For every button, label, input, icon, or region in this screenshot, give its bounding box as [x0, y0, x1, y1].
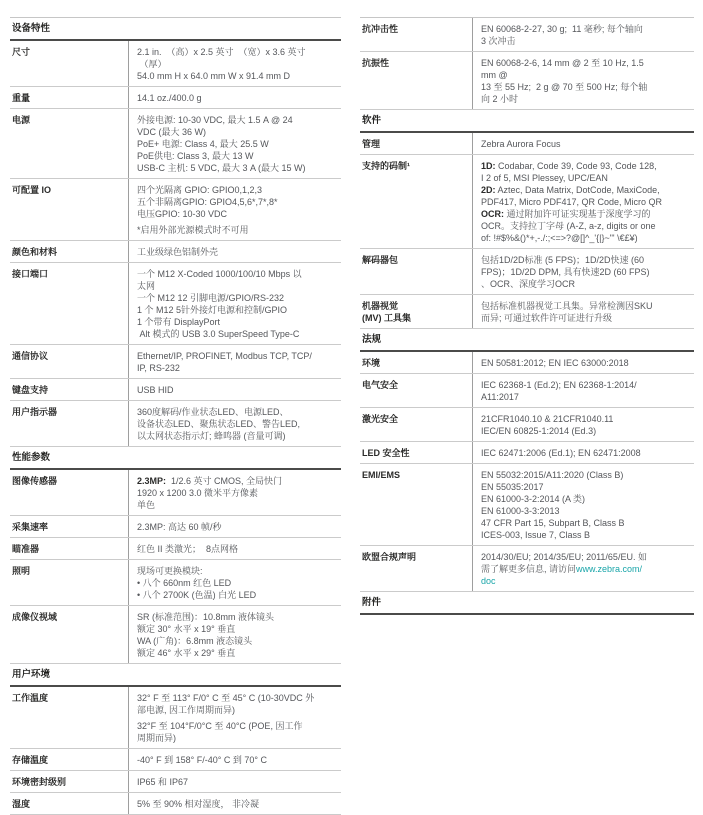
- spec-value: [128, 560, 341, 605]
- value-text-segment: PoE+ 电源: Class 4, 最大 25.5 W: [137, 139, 269, 149]
- value-text-segment: WA (广角)：6.8mm 液态镜头: [137, 636, 253, 646]
- spec-value-line: [137, 304, 339, 316]
- spec-value: [128, 606, 341, 663]
- spec-label: [10, 241, 128, 262]
- value-text-segment: FPS)；1D/2D DPM, 具有快速2D (60 FPS): [481, 267, 650, 277]
- spec-value-line: [137, 70, 339, 82]
- spec-label: [360, 352, 472, 373]
- spec-row: [360, 374, 694, 408]
- value-bold-segment: 1D:: [481, 161, 496, 171]
- spec-value: [128, 793, 341, 814]
- spec-label: [360, 464, 472, 545]
- spec-label-line: 湿度: [12, 799, 31, 809]
- value-text-segment: ICES-003, Issue 7, Class B: [481, 530, 591, 540]
- spec-value: [128, 687, 341, 748]
- spec-row: [10, 793, 341, 815]
- spec-label-line: 成像仪视域: [12, 612, 58, 622]
- value-text-segment: of: !#$%&()*+,-./:;<=>?@[]^_'{|}~"' \€£¥): [481, 233, 638, 243]
- value-text-segment: 1 个带有 DisplayPort: [137, 317, 221, 327]
- spec-value-line: [481, 172, 692, 184]
- value-text-segment: 一个 M12 X-Coded 1000/100/10 Mbps 以: [137, 269, 302, 279]
- value-text-segment: 包括1D/2D标准 (5 FPS)；1D/2D快速 (60: [481, 255, 645, 265]
- spec-value-line: [137, 280, 339, 292]
- value-text-segment: 以太网状态指示灯; 蜂鸣器 (音量可调): [137, 431, 286, 441]
- value-text-segment: 1920 x 1200 3.0 微米平方像素: [137, 488, 259, 498]
- spec-value-line: [481, 232, 692, 244]
- spec-value: [472, 249, 694, 294]
- spec-label-line: 存储温度: [12, 755, 49, 765]
- spec-value: [128, 263, 341, 344]
- spec-value-line: [137, 114, 339, 126]
- value-text-segment: USB-C 主机: 5 VDC, 最大 3 A (最大 15 W): [137, 163, 306, 173]
- spec-label: [360, 18, 472, 51]
- spec-value-line: [137, 150, 339, 162]
- value-text-segment: EN 61000-3-3:2013: [481, 506, 560, 516]
- value-text-segment: EN 55035:2017: [481, 482, 544, 492]
- spec-row: [10, 687, 341, 749]
- zebra-doc-link[interactable]: doc: [481, 576, 496, 586]
- value-text-segment: IEC/EN 60825-1:2014 (Ed.3): [481, 426, 597, 436]
- spec-row: [10, 345, 341, 379]
- spec-value-line: [137, 328, 339, 340]
- value-text-segment: 21CFR1040.10 & 21CFR1040.11: [481, 414, 614, 424]
- spec-value-line: [137, 635, 339, 647]
- spec-row: [360, 18, 694, 52]
- value-text-segment: 包括标准机器视觉工具集。异常检测因SKU: [481, 301, 653, 311]
- value-text-segment: 47 CFR Part 15, Subpart B, Class B: [481, 518, 625, 528]
- spec-value: [472, 546, 694, 591]
- value-text-segment: IP, RS-232: [137, 363, 180, 373]
- spec-label: [10, 538, 128, 559]
- spec-row: [360, 352, 694, 374]
- value-text-segment: VDC (最大 36 W): [137, 127, 207, 137]
- spec-value: [472, 133, 694, 154]
- spec-row: [360, 464, 694, 546]
- spec-value-line: [137, 623, 339, 635]
- spec-value: [128, 749, 341, 770]
- spec-value-line: [137, 362, 339, 374]
- spec-value-line: [137, 611, 339, 623]
- spec-label-line: 照明: [12, 566, 31, 576]
- value-text-segment: Codabar, Code 39, Code 93, Code 128,: [495, 161, 657, 171]
- spec-column-right: [360, 17, 694, 615]
- spec-label: [10, 345, 128, 378]
- value-text-segment: 外接电源: 10-30 VDC, 最大 1.5 A @ 24: [137, 115, 293, 125]
- spec-label-line: 抗冲击性: [362, 24, 399, 34]
- value-text-segment: 14.1 oz./400.0 g: [137, 93, 202, 103]
- spec-value: [472, 408, 694, 441]
- value-text-segment: Aztec, Data Matrix, DotCode, MaxiCode,: [495, 185, 660, 195]
- spec-value-line: [137, 46, 339, 58]
- spec-value: [128, 538, 341, 559]
- spec-value: [128, 109, 341, 178]
- spec-label-line: 电气安全: [362, 380, 399, 390]
- spec-row: [360, 155, 694, 249]
- section-header: 设备特性: [10, 18, 341, 41]
- spec-label-line: 管理: [362, 139, 381, 149]
- spec-value-line: [481, 357, 692, 369]
- value-text-segment: 而异; 可通过软件许可证进行升级: [481, 313, 613, 323]
- spec-value-line: [137, 138, 339, 150]
- spec-row: [360, 133, 694, 155]
- spec-label-line: 环境: [362, 358, 381, 368]
- spec-row: [10, 241, 341, 263]
- value-text-segment: 一个 M12 12 引脚电源/GPIO/RS-232: [137, 293, 285, 303]
- spec-label: [360, 155, 472, 248]
- spec-value-line: [481, 184, 692, 196]
- spec-value: [472, 155, 694, 248]
- spec-value: [472, 52, 694, 109]
- value-text-segment: EN 55032:2015/A11:2020 (Class B): [481, 470, 624, 480]
- spec-value: [472, 442, 694, 463]
- spec-label-line: 用户指示器: [12, 407, 58, 417]
- spec-value-line: [481, 529, 692, 541]
- spec-label: [10, 263, 128, 344]
- spec-label: [10, 41, 128, 86]
- spec-value: [128, 87, 341, 108]
- value-text-segment: IP65 和 IP67: [137, 777, 189, 787]
- value-text-segment: 四个光隔离 GPIO: GPIO0,1,2,3: [137, 185, 263, 195]
- spec-label: [10, 560, 128, 605]
- spec-value-line: [481, 220, 692, 232]
- value-text-segment: 2014/30/EU; 2014/35/EU; 2011/65/EU. 如: [481, 552, 647, 562]
- spec-value-line: [137, 316, 339, 328]
- spec-section: [10, 447, 341, 664]
- spec-value-line: [481, 493, 692, 505]
- spec-row: [360, 546, 694, 592]
- spec-row: [10, 560, 341, 606]
- spec-value-line: [481, 551, 692, 563]
- spec-value-line: [137, 647, 339, 659]
- value-text-segment: 设备状态LED、聚焦状态LED、警告LED,: [137, 419, 301, 429]
- spec-label-line: 可配置 IO: [12, 185, 52, 195]
- value-text-segment: 32° F 至 113° F/0° C 至 45° C (10-30VDC 外: [137, 693, 315, 703]
- value-text-segment: 54.0 mm H x 64.0 mm W x 91.4 mm D: [137, 71, 291, 81]
- value-text-segment: 向 2 小时: [481, 94, 519, 104]
- spec-value-line: [137, 475, 339, 487]
- spec-value-line: [137, 126, 339, 138]
- value-text-segment: 2.1 in. （高）x 2.5 英寸 （宽）x 3.6 英寸: [137, 47, 306, 57]
- spec-value-line: [481, 425, 692, 437]
- value-text-segment: 3 次冲击: [481, 36, 516, 46]
- spec-value-line: [137, 430, 339, 442]
- spec-value-line: [481, 517, 692, 529]
- spec-value-line: [137, 577, 339, 589]
- value-bold-segment: 2D:: [481, 185, 496, 195]
- spec-label: [360, 249, 472, 294]
- spec-value-line: [481, 93, 692, 105]
- value-text-segment: 32°F 至 104°F/0°C 至 40°C (POE, 因工作: [137, 721, 303, 731]
- spec-row: [10, 263, 341, 345]
- spec-value-line: [481, 138, 692, 150]
- spec-value: [128, 470, 341, 515]
- spec-value-line: [137, 350, 339, 362]
- spec-label-line: 环境密封级别: [12, 777, 67, 787]
- spec-value: [472, 374, 694, 407]
- spec-row: [360, 442, 694, 464]
- spec-label: [10, 470, 128, 515]
- value-bold-segment: 2.3MP:: [137, 476, 167, 486]
- spec-row: [10, 538, 341, 560]
- spec-value-line: [481, 57, 692, 69]
- spec-value-line: [137, 499, 339, 511]
- value-text-segment: EN 50581:2012; EN IEC 63000:2018: [481, 358, 629, 368]
- spec-value-line: [137, 487, 339, 499]
- spec-label-line: 抗振性: [362, 58, 390, 68]
- value-text-segment: • 八个 660nm 红色 LED: [137, 578, 232, 588]
- spec-value-line: [137, 776, 339, 788]
- value-text-segment: *启用外部光源模式时不可用: [137, 225, 249, 235]
- value-text-segment: 1/2.6 英寸 CMOS, 全局快门: [166, 476, 283, 486]
- value-text-segment: 5% 至 90% 相对湿度， 非冷凝: [137, 799, 260, 809]
- spec-value-line: [481, 563, 692, 575]
- value-text-segment: 部电源, 因工作周期而异): [137, 705, 235, 715]
- value-text-segment: 太网: [137, 281, 156, 291]
- spec-value-line: [481, 196, 692, 208]
- spec-value-line: [137, 521, 339, 533]
- spec-value-line: [137, 196, 339, 208]
- spec-value: [472, 295, 694, 328]
- value-text-segment: EN 60068-2-27, 30 g; 11 毫秒; 每个轴向: [481, 24, 643, 34]
- spec-value: [128, 345, 341, 378]
- spec-value-line: [481, 505, 692, 517]
- spec-section: [10, 18, 341, 447]
- spec-row: [10, 87, 341, 109]
- spec-label-line: 工作温度: [12, 693, 49, 703]
- spec-label: [360, 546, 472, 591]
- value-text-segment: 电压GPIO: 10-30 VDC: [137, 209, 228, 219]
- section-header: 附件: [360, 592, 694, 615]
- spec-label-line: 重量: [12, 93, 31, 103]
- spec-label-line: 电源: [12, 115, 31, 125]
- spec-row: [10, 749, 341, 771]
- spec-value-line: [481, 81, 692, 93]
- spec-value-line: [481, 266, 692, 278]
- value-text-segment: 需了解更多信息, 请访问: [481, 564, 577, 574]
- spec-label: [360, 442, 472, 463]
- value-text-segment: （厚）: [137, 59, 167, 69]
- spec-value-line: [481, 312, 692, 324]
- value-text-segment: 通过附加许可证实现基于深度学习的: [504, 209, 651, 219]
- value-text-segment: • 八个 2700K (色温) 白光 LED: [137, 590, 257, 600]
- value-text-segment: EN 60068-2-6, 14 mm @ 2 至 10 Hz, 1.5: [481, 58, 644, 68]
- spec-value-line: [481, 69, 692, 81]
- spec-section: [360, 18, 694, 110]
- spec-value: [128, 241, 341, 262]
- value-text-segment: 1 个 M12 5针外接灯电源和控制/GPIO: [137, 305, 288, 315]
- spec-value-line: [481, 208, 692, 220]
- spec-value-line: [137, 418, 339, 430]
- section-header: 性能参数: [10, 447, 341, 470]
- spec-label-line: 颜色和材料: [12, 247, 58, 257]
- value-text-segment: 工业级绿色铝制外壳: [137, 247, 219, 257]
- spec-row: [10, 401, 341, 447]
- spec-label: [10, 606, 128, 663]
- spec-label: [10, 401, 128, 446]
- value-text-segment: EN 61000-3-2:2014 (A 类): [481, 494, 586, 504]
- value-text-segment: Zebra Aurora Focus: [481, 139, 561, 149]
- spec-label: [10, 109, 128, 178]
- spec-label-line: LED 安全性: [362, 448, 410, 458]
- spec-label-line: 机器视觉: [362, 301, 399, 311]
- spec-value-line: [137, 589, 339, 601]
- spec-label: [360, 374, 472, 407]
- spec-value: [128, 379, 341, 400]
- spec-row: [10, 470, 341, 516]
- spec-label: [360, 52, 472, 109]
- spec-value-line: [481, 481, 692, 493]
- spec-value-line: [137, 292, 339, 304]
- spec-row: [10, 109, 341, 179]
- value-text-segment: 额定 46° 水平 x 29° 垂直: [137, 648, 236, 658]
- value-text-segment: OCR。支持拉丁字母 (A-Z, a-z, digits or one: [481, 221, 656, 231]
- spec-row: [360, 52, 694, 110]
- spec-column-left: [10, 17, 341, 815]
- spec-value-line: [481, 35, 692, 47]
- spec-row: [360, 408, 694, 442]
- spec-value: [128, 771, 341, 792]
- spec-value-line: [137, 754, 339, 766]
- value-text-segment: 360度解码/作业状态LED、电源LED、: [137, 407, 289, 417]
- spec-value: [128, 179, 341, 240]
- spec-label: [10, 687, 128, 748]
- spec-value-line: [137, 208, 339, 220]
- spec-value-line: [137, 384, 339, 396]
- spec-value-line: [481, 575, 692, 587]
- spec-row: [10, 379, 341, 401]
- spec-value: [472, 464, 694, 545]
- spec-label-line: 欧盟合规声明: [362, 552, 417, 562]
- spec-value-line: [481, 379, 692, 391]
- spec-section: [10, 664, 341, 815]
- spec-label: [360, 408, 472, 441]
- spec-label-line: 激光安全: [362, 414, 399, 424]
- value-text-segment: Ethernet/IP, PROFINET, Modbus TCP, TCP/: [137, 351, 312, 361]
- spec-label: [10, 87, 128, 108]
- spec-label-line: 通信协议: [12, 351, 49, 361]
- spec-value-line: [137, 720, 339, 732]
- zebra-doc-link[interactable]: www.zebra.com/: [576, 564, 643, 574]
- spec-value-line: [137, 565, 339, 577]
- spec-value-line: [137, 704, 339, 716]
- value-text-segment: 现场可更换模块:: [137, 566, 203, 576]
- value-text-segment: mm @: [481, 70, 508, 80]
- spec-label-line: (MV) 工具集: [362, 313, 411, 323]
- spec-value-line: [481, 300, 692, 312]
- spec-value-line: [137, 543, 339, 555]
- spec-label-line: 瞄准器: [12, 544, 40, 554]
- spec-section: [360, 110, 694, 329]
- spec-value-line: [137, 406, 339, 418]
- spec-label-line: 解码器包: [362, 255, 399, 265]
- spec-label-line: 键盘支持: [12, 385, 49, 395]
- value-text-segment: 单色: [137, 500, 156, 510]
- spec-value-line: [481, 391, 692, 403]
- spec-value-line: [481, 413, 692, 425]
- spec-label: [10, 379, 128, 400]
- spec-label-line: 接口端口: [12, 269, 49, 279]
- spec-value-line: [481, 278, 692, 290]
- section-header: 用户环境: [10, 664, 341, 687]
- spec-value-line: [137, 162, 339, 174]
- spec-label: [10, 516, 128, 537]
- spec-value: [128, 516, 341, 537]
- value-text-segment: 红色 II 类激光； 8点网格: [137, 544, 239, 554]
- spec-value-line: [137, 224, 339, 236]
- section-header: 软件: [360, 110, 694, 133]
- spec-label: [360, 295, 472, 328]
- spec-label-line: 采集速率: [12, 522, 49, 532]
- spec-value-line: [137, 732, 339, 744]
- spec-label-line: 图像传感器: [12, 476, 58, 486]
- value-text-segment: PDF417, Micro PDF417, QR Code, Micro QR: [481, 197, 663, 207]
- value-text-segment: IEC 62471:2006 (Ed.1); EN 62471:2008: [481, 448, 641, 458]
- spec-value-line: [137, 92, 339, 104]
- spec-value: [472, 352, 694, 373]
- spec-row: [10, 179, 341, 241]
- spec-label-line: EMI/EMS: [362, 470, 401, 480]
- spec-value-line: [481, 160, 692, 172]
- spec-value: [128, 41, 341, 86]
- spec-value: [472, 18, 694, 51]
- spec-value-line: [137, 268, 339, 280]
- spec-value-line: [481, 469, 692, 481]
- value-text-segment: I 2 of 5, MSI Plessey, UPC/EAN: [481, 173, 608, 183]
- spec-label: [10, 771, 128, 792]
- value-text-segment: 、OCR、深度学习OCR: [481, 279, 575, 289]
- value-text-segment: 2.3MP: 高达 60 帧/秒: [137, 522, 222, 532]
- spec-value-line: [137, 246, 339, 258]
- value-text-segment: 额定 30° 水平 x 19° 垂直: [137, 624, 236, 634]
- spec-row: [10, 516, 341, 538]
- value-text-segment: 周期而异): [137, 733, 176, 743]
- value-text-segment: PoE供电: Class 3, 最大 13 W: [137, 151, 254, 161]
- spec-value-line: [481, 447, 692, 459]
- spec-section: [360, 329, 694, 592]
- section-header: 法规: [360, 329, 694, 352]
- spec-value: [128, 401, 341, 446]
- spec-label: [10, 793, 128, 814]
- value-bold-segment: OCR:: [481, 209, 504, 219]
- spec-label-line: 尺寸: [12, 47, 31, 57]
- value-text-segment: Alt 模式的 USB 3.0 SuperSpeed Type-C: [137, 329, 300, 339]
- spec-label: [10, 179, 128, 240]
- spec-value-line: [137, 58, 339, 70]
- value-text-segment: IEC 62368-1 (Ed.2); EN 62368-1:2014/: [481, 380, 637, 390]
- spec-label: [10, 749, 128, 770]
- spec-row: [360, 295, 694, 329]
- value-text-segment: A11:2017: [481, 392, 519, 402]
- spec-label: [360, 133, 472, 154]
- spec-value-line: [137, 692, 339, 704]
- value-text-segment: 13 至 55 Hz; 2 g @ 70 至 500 Hz; 每个轴: [481, 82, 648, 92]
- spec-row: [10, 606, 341, 664]
- spec-row: [360, 249, 694, 295]
- spec-value-line: [481, 254, 692, 266]
- spec-value-line: [481, 23, 692, 35]
- spec-label-line: 支持的码制¹: [362, 161, 410, 171]
- spec-section: [360, 592, 694, 615]
- spec-row: [10, 41, 341, 87]
- value-text-segment: USB HID: [137, 385, 174, 395]
- spec-row: [10, 771, 341, 793]
- value-text-segment: SR (标准范围)：10.8mm 液体镜头: [137, 612, 275, 622]
- value-text-segment: 五个非隔离GPIO: GPIO4,5,6*,7*,8*: [137, 197, 278, 207]
- value-text-segment: -40° F 到 158° F/-40° C 到 70° C: [137, 755, 267, 765]
- spec-value-line: [137, 184, 339, 196]
